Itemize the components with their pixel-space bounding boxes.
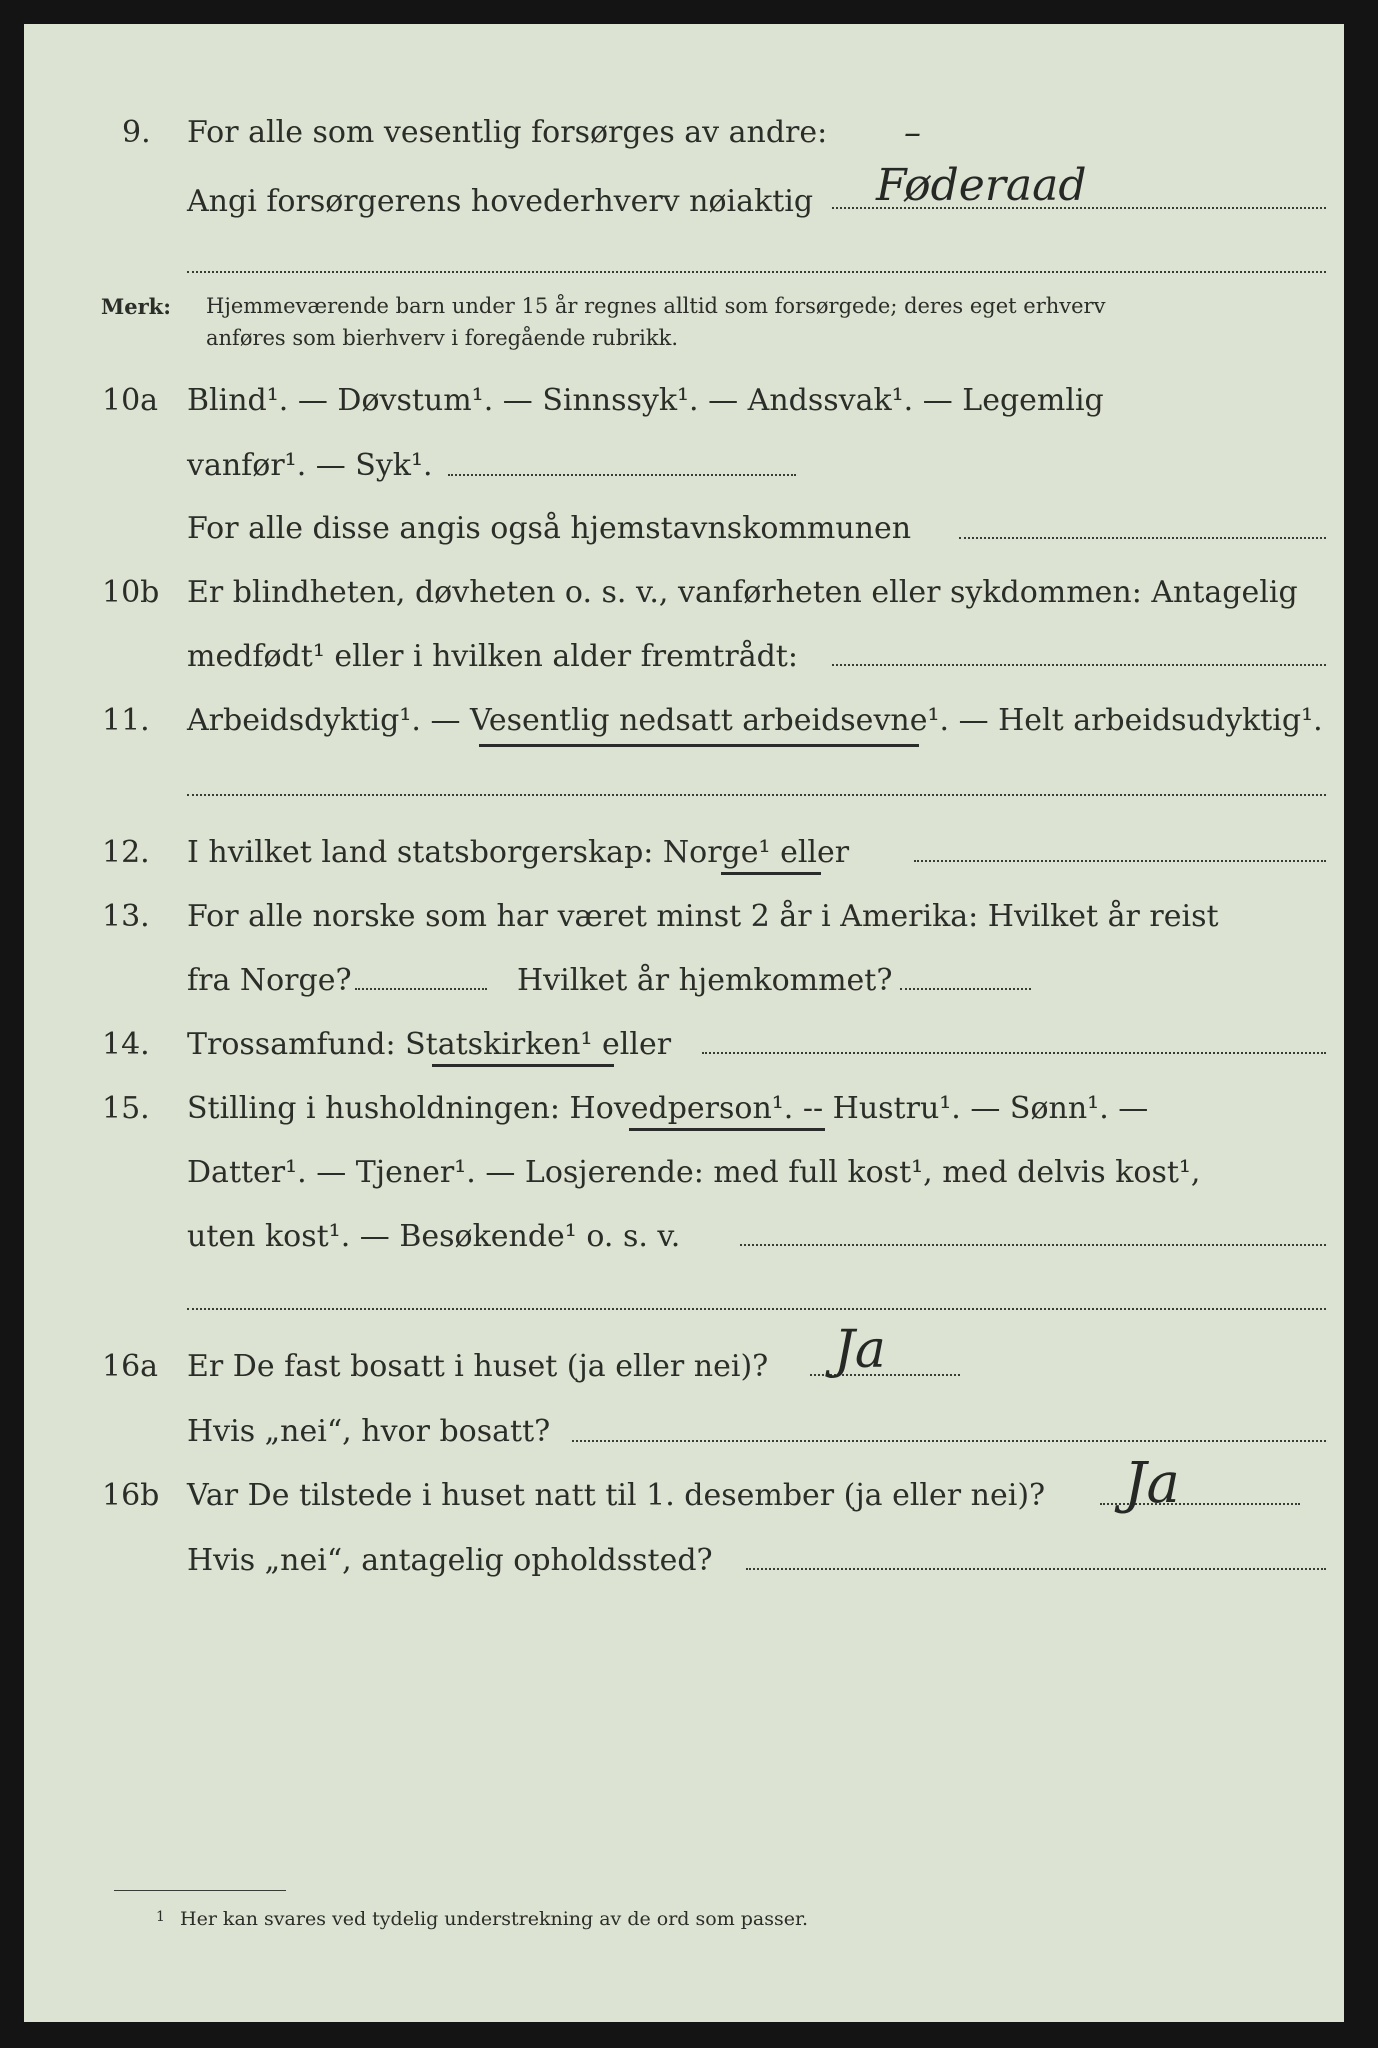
item-10a-line1: Blind¹. — Døvstum¹. — Sinnssyk¹. — Andssvak¹. — Legemlig [187,383,1104,418]
item-16a-residence-line [572,1440,1326,1442]
item-15-answer-underline [629,1128,825,1131]
item-16a-line1: Er De fast bosatt i huset (ja eller nei)? [187,1349,769,1384]
item-11-answer-underline [479,744,919,747]
item-15-number: 15. [102,1091,150,1126]
item-13-line2a: fra Norge? [187,963,352,998]
item-12-number: 12. [102,835,150,870]
item-16b-line2: Hvis „nei“, antagelig opholdssted? [187,1543,713,1578]
footnote-text: Her kan svares ved tydelig understrekning av de ord som passer. [180,1908,809,1930]
item-10b-line1: Er blindheten, døvheten o. s. v., vanførheten eller sykdommen: Antagelig [187,575,1298,610]
item-10a-municipality-line [959,537,1326,539]
item-10a-answer-line [448,474,796,476]
item-9-number: 9. [122,115,151,150]
item-14-answer-underline [432,1064,614,1067]
note-line1: Hjemmeværende barn under 15 år regnes alltid som forsørgede; deres eget erhverv [206,294,1106,318]
note-line2: anføres som bierhverv i foregående rubrikk. [206,326,679,350]
item-14-line1: Trossamfund: Statskirken¹ eller [187,1027,672,1062]
item-9-answer-2: Føderaad [876,160,1087,211]
item-15-extra-line [187,1308,1326,1310]
item-12-answer-line [914,860,1326,862]
footnote-rule [114,1890,286,1891]
item-14-answer-line [702,1052,1326,1054]
item-12-line1: I hvilket land statsborgerskap: Norge¹ eller [187,835,850,870]
item-13-line2b: Hvilket år hjemkommet? [517,963,893,998]
footnote-mark: 1 [156,1909,165,1925]
item-10a-line2: vanfør¹. — Syk¹. [187,448,433,483]
item-13-return-line [900,988,1031,990]
item-15-line3: uten kost¹. — Besøkende¹ o. s. v. [187,1219,681,1254]
item-13-number: 13. [102,899,150,934]
item-13-line1: For alle norske som har været minst 2 år i Amerika: Hvilket år reist [187,899,1219,934]
item-9-line2: Angi forsørgerens hovederhverv nøiaktig [187,184,814,219]
item-9-line1: For alle som vesentlig forsørges av andre: [187,115,828,150]
item-16b-answer: Ja [1124,1451,1180,1516]
item-16b-location-line [746,1568,1326,1570]
item-16a-answer: Ja [834,1320,886,1380]
item-13-departure-line [355,988,487,990]
item-10a-number: 10a [102,383,159,418]
item-10b-answer-line [832,664,1326,666]
census-form-page [24,24,1344,2022]
item-10a-line3: For alle disse angis også hjemstavnskommunen [187,511,912,546]
item-16b-line1: Var De tilstede i huset natt til 1. desember (ja eller nei)? [187,1478,1046,1513]
note-label: Merk: [101,294,171,319]
item-10b-line2: medfødt¹ eller i hvilken alder fremtrådt: [187,639,798,674]
item-9-answer-1: – [904,113,921,153]
item-15-line1: Stilling i husholdningen: Hovedperson¹. -- Hustru¹. — Sønn¹. — [187,1091,1149,1126]
item-16b-number: 16b [102,1478,160,1513]
item-9-extra-line [187,271,1326,273]
item-11-line1: Arbeidsdyktig¹. — Vesentlig nedsatt arbeidsevne¹. — Helt arbeidsudyktig¹. [187,703,1323,738]
item-16a-line2: Hvis „nei“, hvor bosatt? [187,1414,551,1449]
item-15-answer-line [740,1244,1326,1246]
item-12-answer-underline [721,872,821,875]
item-15-line2: Datter¹. — Tjener¹. — Losjerende: med full kost¹, med delvis kost¹, [187,1155,1201,1190]
item-14-number: 14. [102,1027,150,1062]
item-11-number: 11. [102,703,150,738]
item-11-extra-line [187,794,1326,796]
item-10b-number: 10b [102,575,160,610]
item-16a-number: 16a [102,1349,159,1384]
